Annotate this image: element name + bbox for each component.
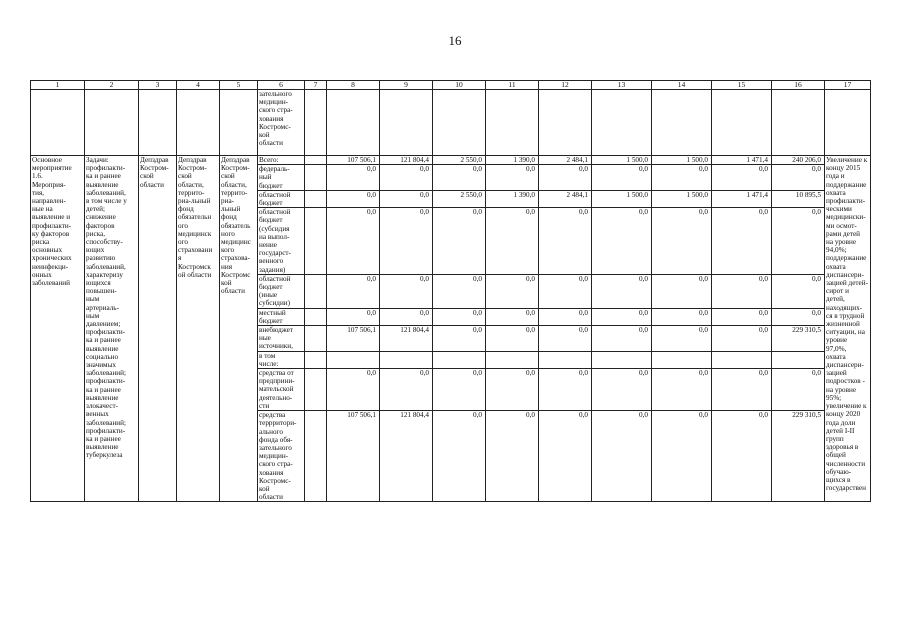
value-cell: 1 390,0 xyxy=(486,190,539,207)
value-cell: 0,0 xyxy=(772,208,825,275)
value-cell: 0,0 xyxy=(486,308,539,325)
value-cell: 0,0 xyxy=(712,165,772,191)
value-cell: 0,0 xyxy=(539,208,592,275)
value-cell: 1 500,0 xyxy=(652,156,712,165)
value-cell: 0,0 xyxy=(433,208,486,275)
value-cell: 0,0 xyxy=(772,165,825,191)
value-cell: 0,0 xyxy=(327,208,380,275)
value-cell: 229 310,5 xyxy=(772,411,825,502)
value-cell xyxy=(539,351,592,368)
column-header: 13 xyxy=(592,81,652,90)
value-cell: 0,0 xyxy=(652,369,712,411)
value-cell xyxy=(486,351,539,368)
value-cell: 0,0 xyxy=(652,308,712,325)
column-header: 16 xyxy=(772,81,825,90)
value-cell: 121 804,4 xyxy=(380,326,433,352)
value-cell: 1 471,4 xyxy=(712,156,772,165)
value-cell: 0,0 xyxy=(539,165,592,191)
value-cell: 2 550,0 xyxy=(433,156,486,165)
tasks-cell: Задачи: профилакти- ка и раннее выявление заболеваний, в том числе у детей; снижение факторов риска, способству- ющих развитию заболеваний, характеризу ющихся повышен- ным артериаль- ным давлением; профилакти- ка и раннее выявление социально значимых заболеваний; профилакти- ка и раннее выявление злокачест- венных заболеваний; профилакти- ка и раннее выявление туберкулеза xyxy=(85,156,139,502)
value-cell: 0,0 xyxy=(592,208,652,275)
source-cell: областной бюджет (иные субсидии) xyxy=(258,274,305,308)
value-cell: 0,0 xyxy=(539,274,592,308)
value-cell: 107 506,1 xyxy=(327,156,380,165)
value-cell: 0,0 xyxy=(486,369,539,411)
value-cell: 0,0 xyxy=(772,274,825,308)
column-header: 12 xyxy=(539,81,592,90)
value-cell: 0,0 xyxy=(712,274,772,308)
value-cell: 0,0 xyxy=(652,208,712,275)
source-cell: федераль- ный бюджет xyxy=(258,165,305,191)
value-cell: 0,0 xyxy=(380,190,433,207)
value-cell: 10 895,5 xyxy=(772,190,825,207)
value-cell: 0,0 xyxy=(327,165,380,191)
responsible-cell: Депздрав Костром- ской области xyxy=(139,156,177,502)
column-header: 3 xyxy=(139,81,177,90)
value-cell: 0,0 xyxy=(712,369,772,411)
value-cell: 0,0 xyxy=(592,308,652,325)
column-header: 6 xyxy=(258,81,305,90)
value-cell: 0,0 xyxy=(380,369,433,411)
value-cell: 1 390,0 xyxy=(486,156,539,165)
value-cell: 0,0 xyxy=(380,208,433,275)
value-cell: 2 550,0 xyxy=(433,190,486,207)
value-cell: 0,0 xyxy=(433,411,486,502)
value-cell: 0,0 xyxy=(712,308,772,325)
value-cell: 0,0 xyxy=(327,308,380,325)
table-row xyxy=(31,156,871,165)
column-header: 10 xyxy=(433,81,486,90)
source-cell: средства от предприни- мательской деятельно- сти xyxy=(258,369,305,411)
source-cell: Всего: xyxy=(258,156,305,165)
page-number: 16 xyxy=(448,33,462,48)
value-cell: 1 471,4 xyxy=(712,190,772,207)
value-cell xyxy=(327,351,380,368)
value-cell: 107 506,1 xyxy=(327,326,380,352)
value-cell xyxy=(380,351,433,368)
expected-result-cell: Увеличение к концу 2015 года и поддержание охвата профилакти- ческими медицински- ми осмот- рами детей на уровне 94,0%; поддержание охвата диспансери- зацией детей- сирот и детей, находящих- ся в трудной жизненной ситуации, на уровне 97,0%, охвата диспансери- зацией подростков - на уровне 95%; увеличение к концу 2020 года доли детей I-II групп здоровья в общей численности обучаю- щихся в государствен xyxy=(825,156,871,502)
value-cell: 0,0 xyxy=(712,326,772,352)
header-row xyxy=(31,81,871,90)
value-cell: 0,0 xyxy=(539,326,592,352)
value-cell: 107 506,1 xyxy=(327,411,380,502)
column-header: 14 xyxy=(652,81,712,90)
value-cell: 240 206,0 xyxy=(772,156,825,165)
value-cell: 229 310,5 xyxy=(772,326,825,352)
value-cell: 0,0 xyxy=(592,411,652,502)
source-cell: областной бюджет (субсидия на выпол- нение государст- венного задания) xyxy=(258,208,305,275)
value-cell: 0,0 xyxy=(772,369,825,411)
value-cell: 0,0 xyxy=(433,274,486,308)
column-header: 5 xyxy=(220,81,258,90)
participant-cell: Депздрав Костром- ской области, террито- риа- льный фонд обязатель ного медицинс кого страхова- ния Костромс кой области xyxy=(220,156,258,502)
value-cell: 0,0 xyxy=(652,165,712,191)
value-cell: 0,0 xyxy=(652,274,712,308)
value-cell: 0,0 xyxy=(433,369,486,411)
value-cell: 0,0 xyxy=(772,308,825,325)
value-cell: 1 500,0 xyxy=(592,190,652,207)
value-cell: 0,0 xyxy=(592,165,652,191)
value-cell: 0,0 xyxy=(327,369,380,411)
value-cell: 121 804,4 xyxy=(380,411,433,502)
value-cell: 2 484,1 xyxy=(539,190,592,207)
source-cell: областной бюджет xyxy=(258,190,305,207)
value-cell: 0,0 xyxy=(486,411,539,502)
value-cell: 0,0 xyxy=(592,326,652,352)
value-cell xyxy=(712,351,772,368)
value-cell xyxy=(652,351,712,368)
executor-cell: Депздрав Костром- ской области, террито- риа-льный фонд обязательн ого медицинск ого страховани я Костромск ой области xyxy=(177,156,220,502)
value-cell: 0,0 xyxy=(486,274,539,308)
value-cell: 1 500,0 xyxy=(652,190,712,207)
continuation-row xyxy=(31,90,871,156)
value-cell: 0,0 xyxy=(486,326,539,352)
source-cell: местный бюджет xyxy=(258,308,305,325)
value-cell: 0,0 xyxy=(592,274,652,308)
value-cell: 1 500,0 xyxy=(592,156,652,165)
source-cell: зательного медицин- ского стра- хования Костромс- кой области xyxy=(258,90,305,156)
value-cell: 0,0 xyxy=(652,326,712,352)
value-cell: 0,0 xyxy=(539,369,592,411)
column-header: 8 xyxy=(327,81,380,90)
value-cell: 0,0 xyxy=(486,165,539,191)
value-cell: 0,0 xyxy=(380,308,433,325)
column-header: 15 xyxy=(712,81,772,90)
column-header: 4 xyxy=(177,81,220,90)
value-cell: 0,0 xyxy=(327,274,380,308)
column-header: 2 xyxy=(85,81,139,90)
value-cell: 0,0 xyxy=(433,165,486,191)
value-cell: 2 484,1 xyxy=(539,156,592,165)
event-name-cell: Основное мероприятие 1.6. Мероприя- тия, направлен- ные на выявление и профилакти- ку факторов риска основных хронических неинфекци- онных заболеваний xyxy=(31,156,85,502)
value-cell: 0,0 xyxy=(652,411,712,502)
value-cell: 0,0 xyxy=(433,308,486,325)
column-header: 11 xyxy=(486,81,539,90)
value-cell: 0,0 xyxy=(592,369,652,411)
source-cell: в том числе: xyxy=(258,351,305,368)
column-header: 7 xyxy=(305,81,327,90)
value-cell: 121 804,4 xyxy=(380,156,433,165)
value-cell: 0,0 xyxy=(380,165,433,191)
value-cell: 0,0 xyxy=(327,190,380,207)
value-cell: 0,0 xyxy=(486,208,539,275)
source-cell: средства террритори- ального фонда обя- зательного медицин- ского стра- хования Костромс- кой области xyxy=(258,411,305,502)
column-header: 9 xyxy=(380,81,433,90)
value-cell: 0,0 xyxy=(539,411,592,502)
value-cell xyxy=(592,351,652,368)
value-cell: 0,0 xyxy=(712,208,772,275)
value-cell: 0,0 xyxy=(433,326,486,352)
value-cell xyxy=(433,351,486,368)
value-cell: 0,0 xyxy=(539,308,592,325)
value-cell: 0,0 xyxy=(712,411,772,502)
source-cell: внебюджет ные источники, xyxy=(258,326,305,352)
value-cell xyxy=(772,351,825,368)
value-cell: 0,0 xyxy=(380,274,433,308)
column-header: 1 xyxy=(31,81,85,90)
budget-table xyxy=(30,80,871,502)
column-header: 17 xyxy=(825,81,871,90)
